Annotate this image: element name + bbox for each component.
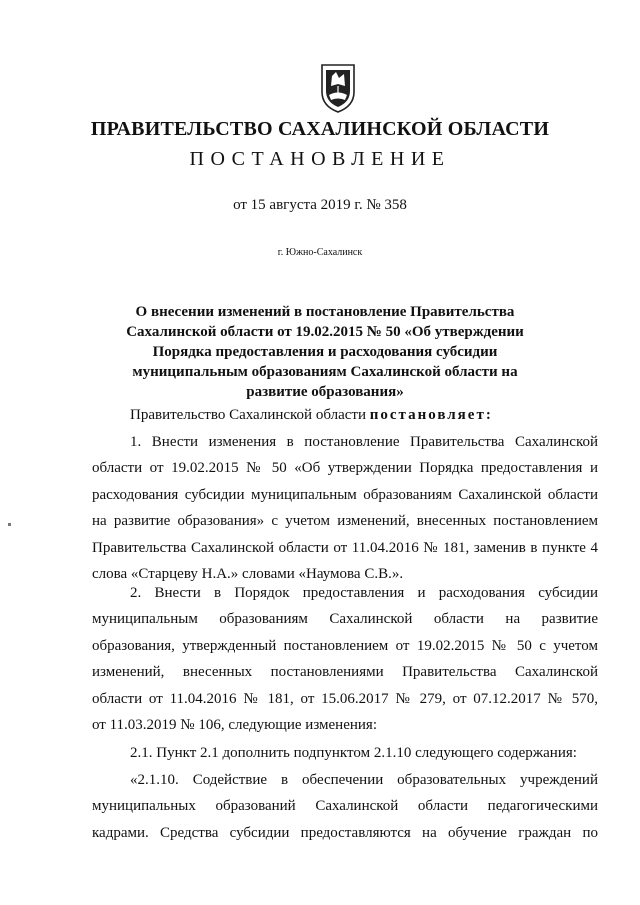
item-2-line: образования, утвержденный постановлением от 19.02.2015 № 50 с учетом: [92, 638, 598, 654]
quote-line: муниципальных образований Сахалинской области педагогическими: [92, 798, 598, 814]
coat-of-arms-icon: [318, 62, 358, 114]
item-2-line: изменений, внесенных постановлениями Правительства Сахалинской: [92, 664, 598, 680]
quote-line: кадрами. Средства субсидии предоставляются на обучение граждан по: [92, 825, 598, 841]
preamble: [92, 402, 598, 429]
item-2-line: от 11.03.2019 № 106, следующие изменения:: [92, 717, 377, 733]
item-1-line: области от 19.02.2015 № 50 «Об утверждении Порядка предоставления и: [92, 460, 598, 476]
scan-speck: [8, 523, 11, 526]
item-1-line: слова «Старцеву Н.А.» словами «Наумова С.В.».: [92, 566, 404, 582]
item-1-line: 1. Внести изменения в постановление Правительства Сахалинской: [130, 434, 598, 450]
preamble-resolves: постановляет:: [369, 407, 493, 423]
preamble-text: Правительство Сахалинской области: [130, 407, 370, 423]
item-1-line: расходования субсидии муниципальным образованиям Сахалинской области: [92, 487, 598, 503]
document-title: О внесении изменений в постановление Правительства Сахалинской области от 19.02.2015 № 50 «Об утверждении Порядка предоставления и расходования субсидии муниципальным образованиям Сахалинской области на развитие образования»: [126, 304, 524, 400]
item-2-line: муниципальным образованиям Сахалинской области на развитие: [92, 611, 598, 627]
document-city: г. Южно-Сахалинск: [277, 247, 363, 258]
item-1-line: на развитие образования» с учетом изменений, внесенных постановлением: [92, 513, 598, 529]
document-type: ПОСТАНОВЛЕНИЕ: [189, 148, 451, 170]
item-1-line: Правительства Сахалинской области от 11.04.2016 № 181, заменив в пункте 4: [92, 540, 598, 556]
item-2-line: области от 11.04.2016 № 181, от 15.06.2017 № 279, от 07.12.2017 № 570,: [92, 691, 598, 707]
organization-name: ПРАВИТЕЛЬСТВО САХАЛИНСКОЙ ОБЛАСТИ: [90, 118, 550, 140]
quote-line: «2.1.10. Содействие в обеспечении образовательных учреждений: [130, 772, 598, 788]
item-2-1: 2.1. Пункт 2.1 дополнить подпунктом 2.1.10 следующего содержания:: [130, 745, 577, 761]
item-2-line: 2. Внести в Порядок предоставления и расходования субсидии: [130, 585, 598, 601]
document-date-number: от 15 августа 2019 г. № 358: [233, 197, 407, 213]
